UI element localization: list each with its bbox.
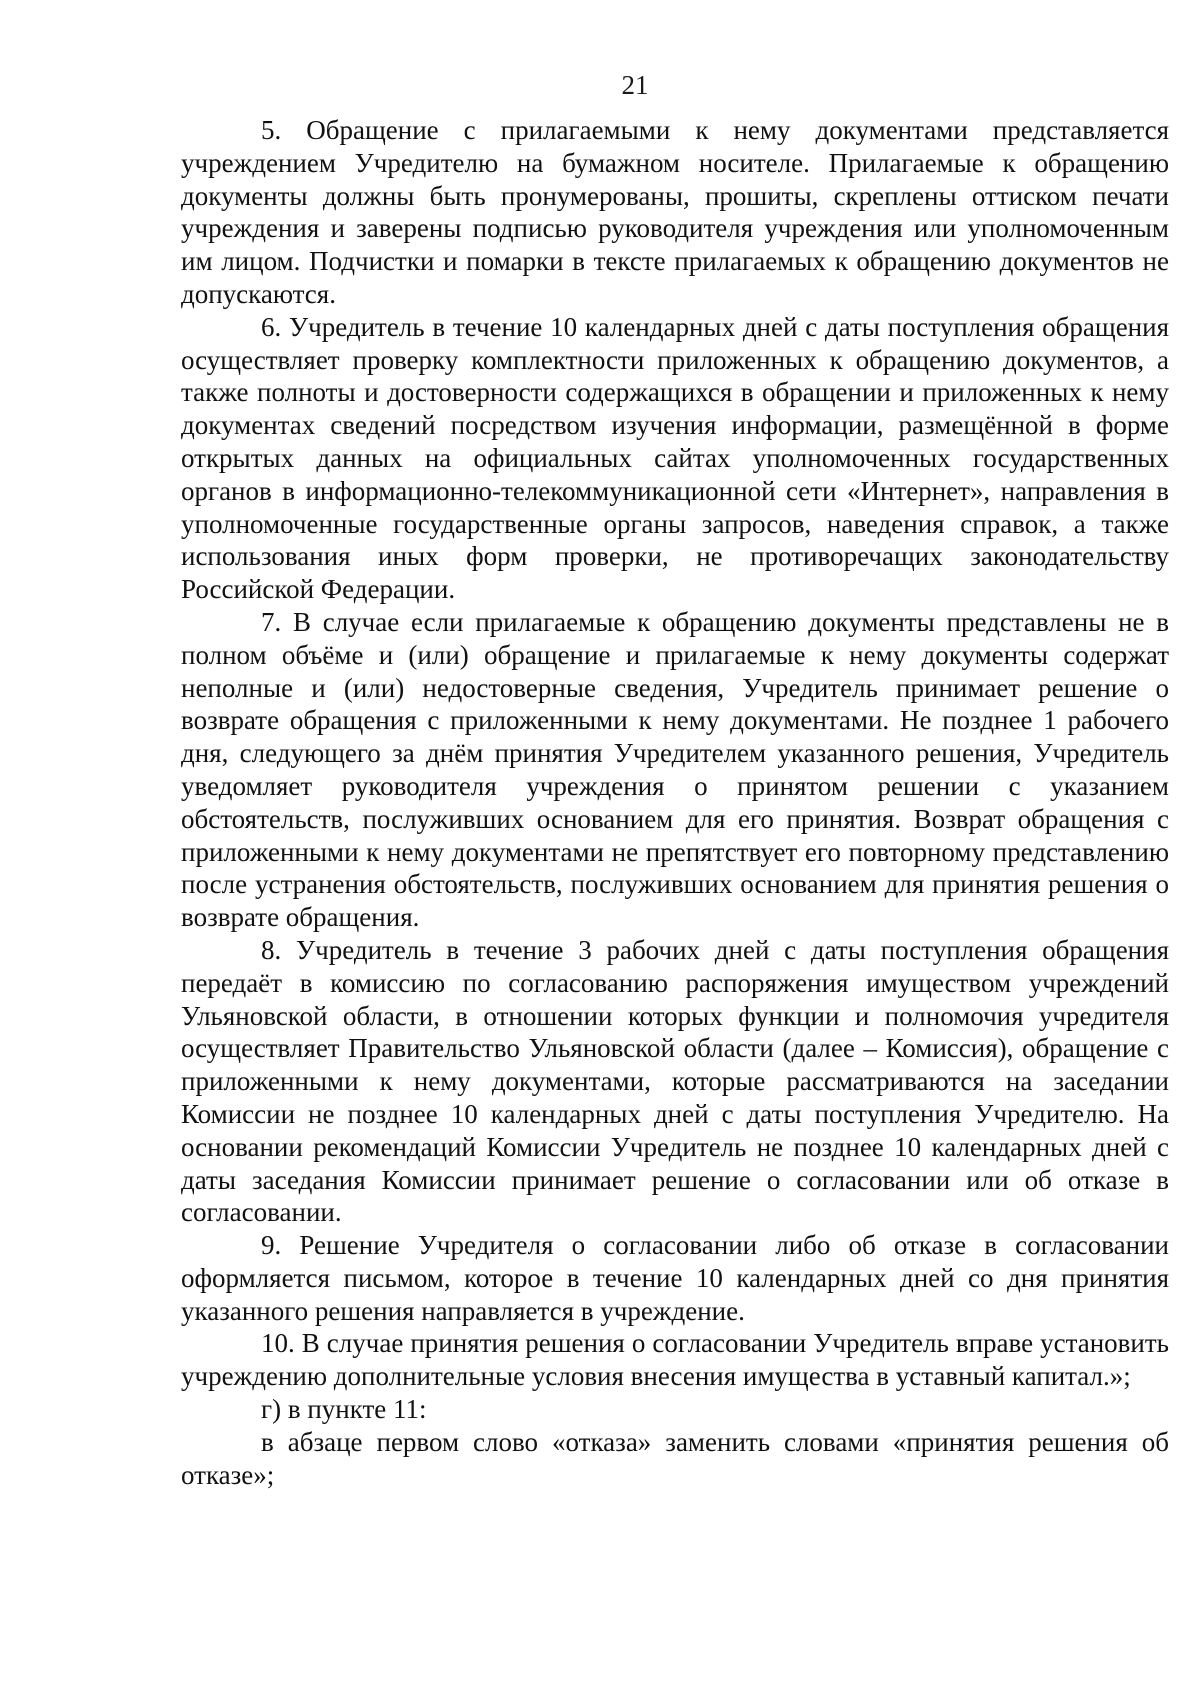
page-number: 21 (621, 70, 649, 100)
document-body (181, 114, 1169, 1491)
paragraph-8: 8. Учредитель в течение 3 рабочих дней с даты поступления обращения передаёт в комиссию по согласованию распоряжения имуществом учреждений Ульяновской области, в отношении которых функции и полномочия учредителя осуществляет Правительство Ульяновской области (далее – Комиссия), обращение с приложенными к нему документами, которые рассматриваются на заседании Комиссии не позднее 10 календарных дней с даты поступления Учредителю. На основании рекомендаций Комиссии Учредитель не позднее 10 календарных дней с даты заседания Комиссии принимает решение о согласовании или об отказе в согласовании. (181, 934, 1169, 1228)
paragraph-9: 9. Решение Учредителя о согласовании либо об отказе в согласовании оформляется письмом, которое в течение 10 календарных дней со дня принятия указанного решения направляется в учреждение. (181, 1230, 1169, 1326)
amendment-paragraph: в абзаце первом слово «отказа» заменить словами «принятия решения об отказе»; (181, 1426, 1169, 1490)
paragraph-5: 5. Обращение с прилагаемыми к нему документами представляется учреждением Учредителю на бумажном носителе. Прилагаемые к обращению документы должны быть пронумерованы, прошиты, скреплены оттиском печати учреждения и заверены подписью руководителя учреждения или уполномоченным им лицом. Подчистки и помарки в тексте прилагаемых к обращению документов не допускаются. (181, 115, 1169, 309)
paragraph-7: 7. В случае если прилагаемые к обращению документы представлены не в полном объёме и (или) обращение и прилагаемые к нему документы содержат неполные и (или) недостоверные сведения, Учредитель принимает решение о возврате обращения с приложенными к нему документами. Не позднее 1 рабочего дня, следующего за днём принятия Учредителем указанного решения, Учредитель уведомляет руководителя учреждения о принятом решении с указанием обстоятельств, послуживших основанием для его принятия. Возврат обращения с приложенными к нему документами не препятствует его повторному представлению после устранения обстоятельств, послуживших основанием для принятия решения о возврате обращения. (181, 606, 1169, 933)
paragraph-6: 6. Учредитель в течение 10 календарных дней с даты поступления обращения осуществляет проверку комплектности приложенных к обращению документов, а также полноты и достоверности содержащихся в обращении и приложенных к нему документах сведений посредством изучения информации, размещённой в форме открытых данных на официальных сайтах уполномоченных государственных органов в информационно-телекоммуникационной сети «Интернет», направления в уполномоченные государственные органы запросов, наведения справок, а также использования иных форм проверки, не противоречащих законодательству Российской Федерации. (181, 311, 1169, 605)
subitem-g: г) в пункте 11: (261, 1394, 427, 1425)
paragraph-10: 10. В случае принятия решения о согласовании Учредитель вправе установить учреждению дополнительные условия внесения имущества в уставный капитал.»; (181, 1328, 1169, 1392)
